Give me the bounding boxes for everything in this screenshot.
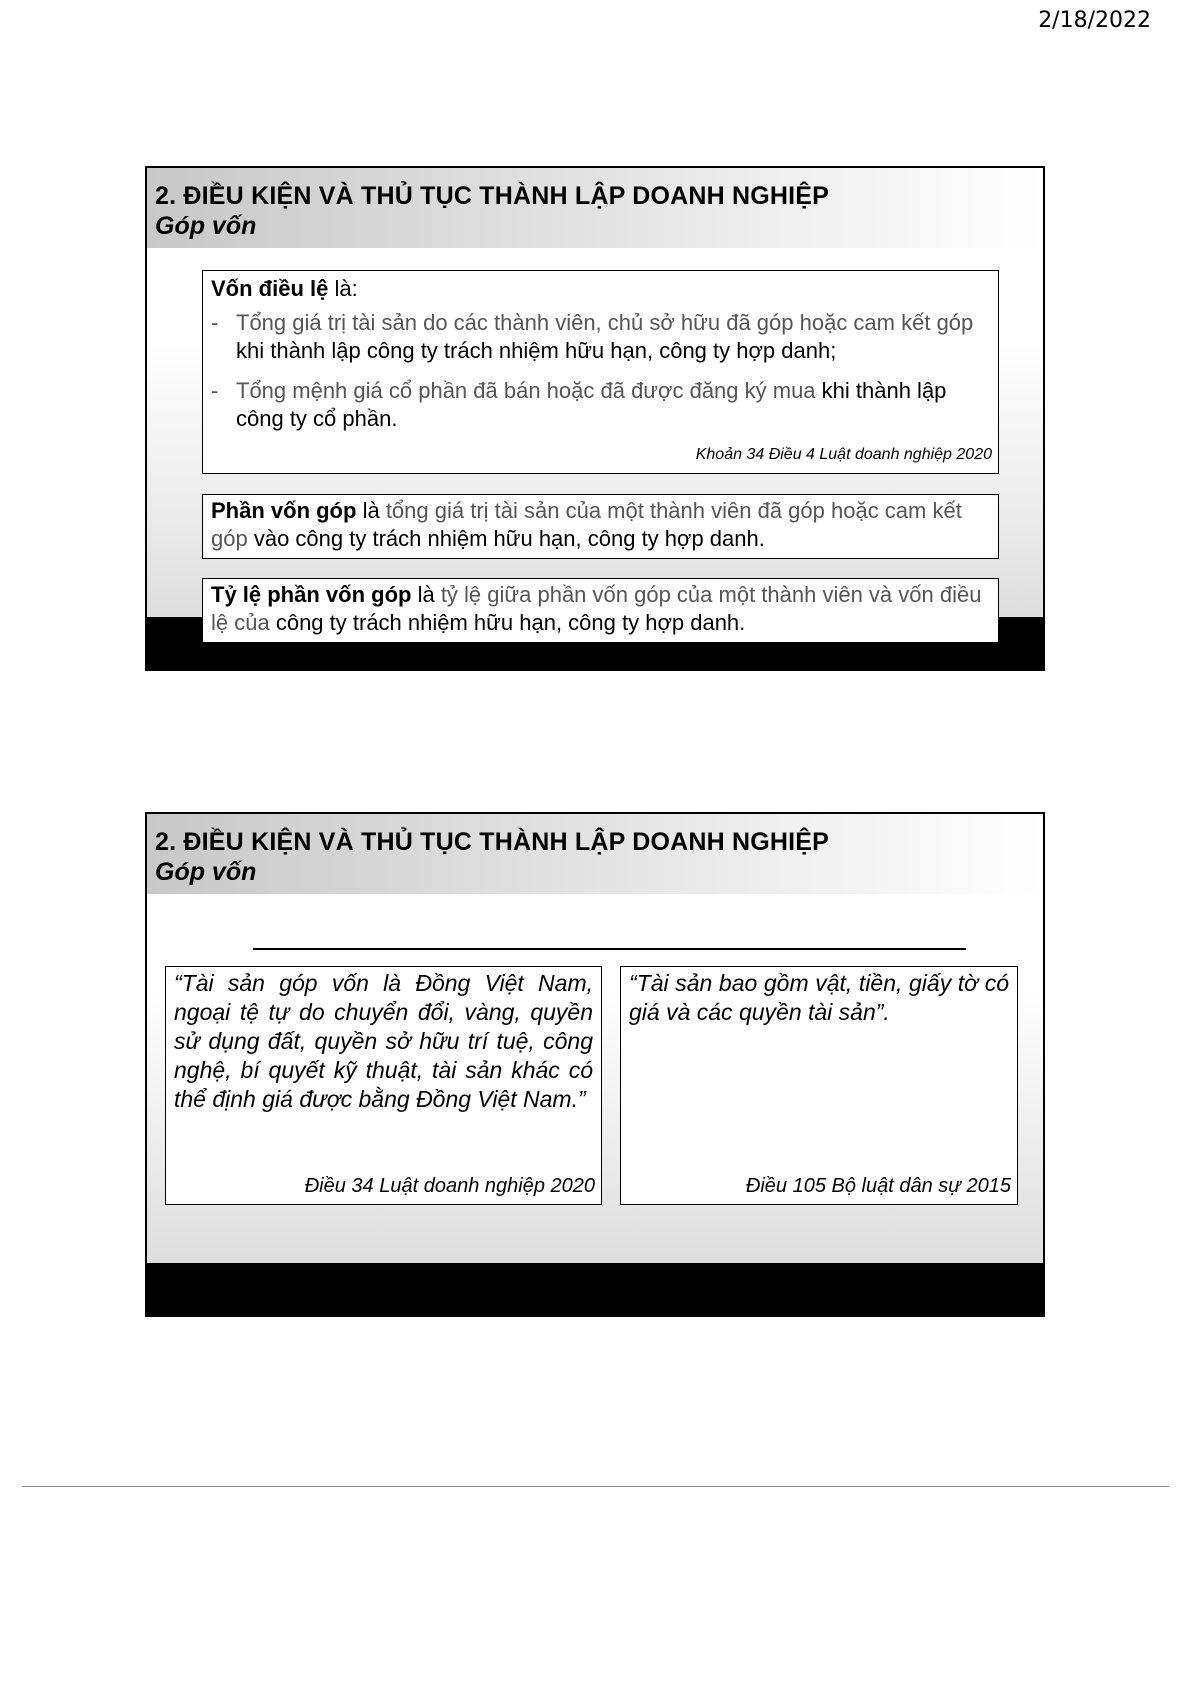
bullet-item [211,309,990,365]
bullet-text-gray: Tổng mệnh giá cổ phần đã bán hoặc đã được đăng ký mua [236,378,816,403]
page-date: 2/18/2022 [1038,8,1151,33]
quote-citation: Điều 105 Bộ luật dân sự 2015 [745,1175,1011,1197]
definition-box-von-dieu-le [202,270,999,474]
quote-text: “Tài sản góp vốn là Đồng Việt Nam, ngoại tệ tự do chuyển đổi, vàng, quyền sử dụng đất, quyền sở hữu trí tuệ, công nghệ, bí quyết kỹ thuật, tài sản khác có thể định giá được bằng Đồng Việt Nam.” [174,970,593,1112]
slide-header [147,814,1043,894]
quote-box-right [620,966,1018,1205]
term-phan-von-gop: Phần vốn góp [211,498,357,523]
citation: Khoản 34 Điều 4 Luật doanh nghiệp 2020 [695,446,992,463]
slide-subtitle: Góp vốn [155,212,257,240]
slide-title: 2. ĐIỀU KIỆN VÀ THỦ TỤC THÀNH LẬP DOANH NGHIỆP [155,828,830,856]
slide-2 [145,812,1045,1317]
term-von-dieu-le: Vốn điều lệ [211,276,329,301]
term-ty-le: Tỷ lệ phần vốn góp [211,582,412,607]
bullet-text-gray: Tổng giá trị tài sản do các thành viên, chủ sở hữu đã góp hoặc cam kết góp [236,310,974,335]
bullet-dash: - [211,310,219,335]
quote-box-left [165,966,602,1205]
connector: là [356,498,386,523]
divider-line [253,948,966,950]
bullet-dash: - [211,378,219,403]
definition-box-phan-von-gop [202,494,999,559]
bullet-text-black: khi thành lập công ty cổ phần. [236,378,947,431]
slide-title: 2. ĐIỀU KIỆN VÀ THỦ TỤC THÀNH LẬP DOANH NGHIỆP [155,182,830,210]
connector: là [411,582,441,607]
definition-text-gray: tỷ lệ giữa phần vốn góp của một thành viên và vốn điều lệ của [211,582,982,635]
definition-text-black: vào công ty trách nhiệm hữu hạn, công ty hợp danh. [247,526,765,551]
definition-text-black: công ty trách nhiệm hữu hạn, công ty hợp danh. [269,610,746,635]
bullet-text-black: khi thành lập công ty trách nhiệm hữu hạn, công ty hợp danh; [236,338,837,363]
lead-suffix: là: [328,276,358,301]
definition-text-gray: tổng giá trị tài sản của một thành viên đã góp hoặc cam kết góp [211,498,962,551]
definition-box-ty-le [202,578,999,643]
bullet-item [211,377,990,433]
page-divider [22,1486,1169,1487]
quote-text: “Tài sản bao gồm vật, tiền, giấy tờ có giá và các quyền tài sản”. [629,970,1009,1025]
slide-1 [145,166,1045,671]
slide-subtitle: Góp vốn [155,858,257,886]
definition-lead [211,275,990,303]
slide-footer [147,1263,1043,1315]
slide-header [147,168,1043,248]
quote-citation: Điều 34 Luật doanh nghiệp 2020 [304,1175,595,1197]
